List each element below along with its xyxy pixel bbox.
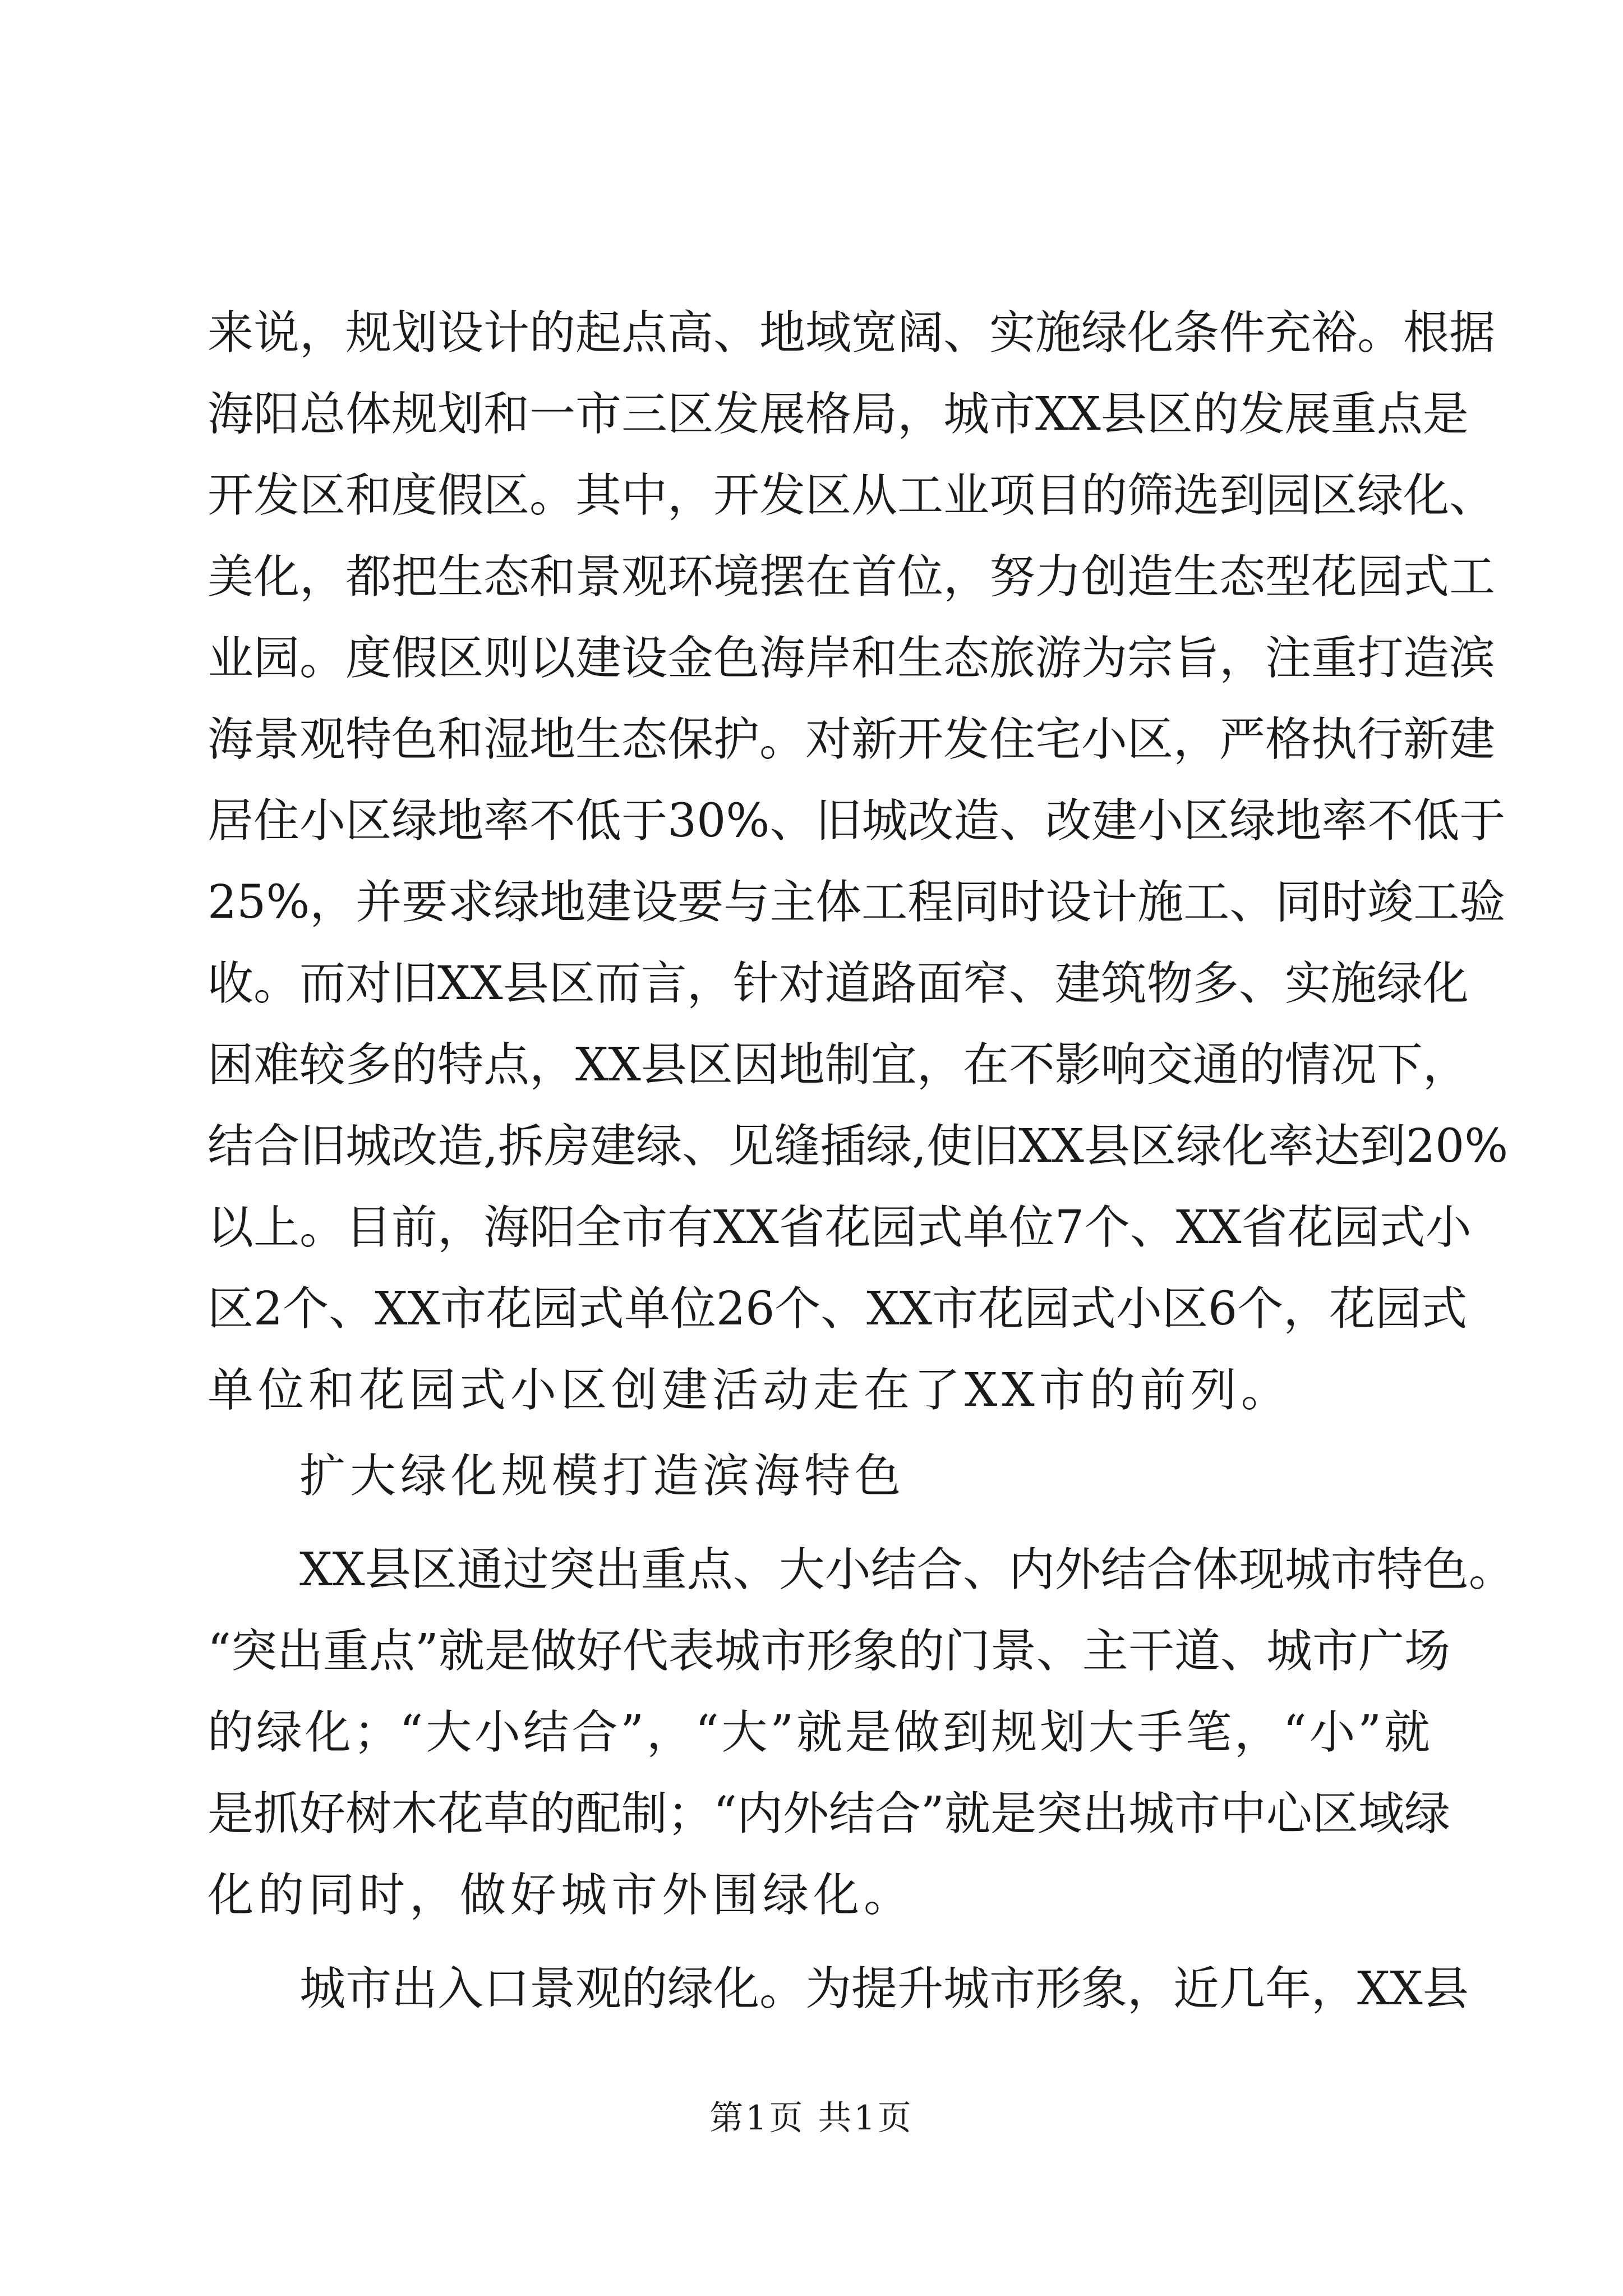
text-line: 开发区和度假区。其中，开发区从工业项目的筛选到园区绿化、 <box>208 469 1496 522</box>
text-line: 区2个、XX市花园式单位26个、XX市花园式小区6个，花园式 <box>208 1282 1468 1336</box>
text-line: 化的同时，做好城市外围绿化。 <box>208 1869 915 1922</box>
text-line: 的绿化；“大小结合”，“大”就是做到规划大手笔，“小”就 <box>208 1706 1430 1759</box>
text-line: 居住小区绿地率不低于30%、旧城改造、改建小区绿地率不低于 <box>208 794 1506 848</box>
text-line: 是抓好树木花草的配制；“内外结合”就是突出城市中心区域绿 <box>208 1787 1450 1841</box>
text-line: 以上。目前，海阳全市有XX省花园式单位7个、XX省花园式小 <box>208 1201 1472 1254</box>
text-line: 美化，都把生态和景观环境摆在首位，努力创造生态型花园式工 <box>208 550 1496 604</box>
text-line: 困难较多的特点，XX县区因地制宜，在不影响交通的情况下， <box>208 1038 1469 1092</box>
text-line: 海景观特色和湿地生态保护。对新开发住宅小区，严格执行新建 <box>208 713 1496 766</box>
section-heading: 扩大绿化规模打造滨海特色 <box>299 1450 906 1503</box>
text-line: “突出重点”就是做好代表城市形象的门景、主干道、城市广场 <box>208 1625 1450 1678</box>
page-footer: 第1页 共1页 <box>709 2099 914 2138</box>
paragraph-1 <box>208 292 1509 1431</box>
document-body <box>208 292 1515 2030</box>
paragraph-2 <box>208 1529 1515 1936</box>
text-line: 来说，规划设计的起点高、地域宽阔、实施绿化条件充裕。根据 <box>208 306 1496 360</box>
text-line: 结合旧城改造,拆房建绿、见缝插绿,使旧XX县区绿化率达到20% <box>208 1120 1509 1173</box>
text-line: 单位和花园式小区创建活动走在了XX市的前列。 <box>208 1364 1292 1417</box>
text-line: 25%，并要求绿地建设要与主体工程同时设计施工、同时竣工验 <box>208 876 1506 929</box>
text-line: 海阳总体规划和一市三区发展格局，城市XX县区的发展重点是 <box>208 388 1469 441</box>
text-line: 收。而对旧XX县区而言，针对道路面窄、建筑物多、实施绿化 <box>208 957 1469 1010</box>
text-line: XX县区通过突出重点、大小结合、内外结合体现城市特色。 <box>299 1543 1515 1596</box>
text-line: 业园。度假区则以建设金色海岸和生态旅游为宗旨，注重打造滨 <box>208 632 1496 685</box>
text-line: 城市出入口景观的绿化。为提升城市形象，近几年，XX县 <box>299 1962 1469 2016</box>
paragraph-3 <box>208 1948 1469 2030</box>
